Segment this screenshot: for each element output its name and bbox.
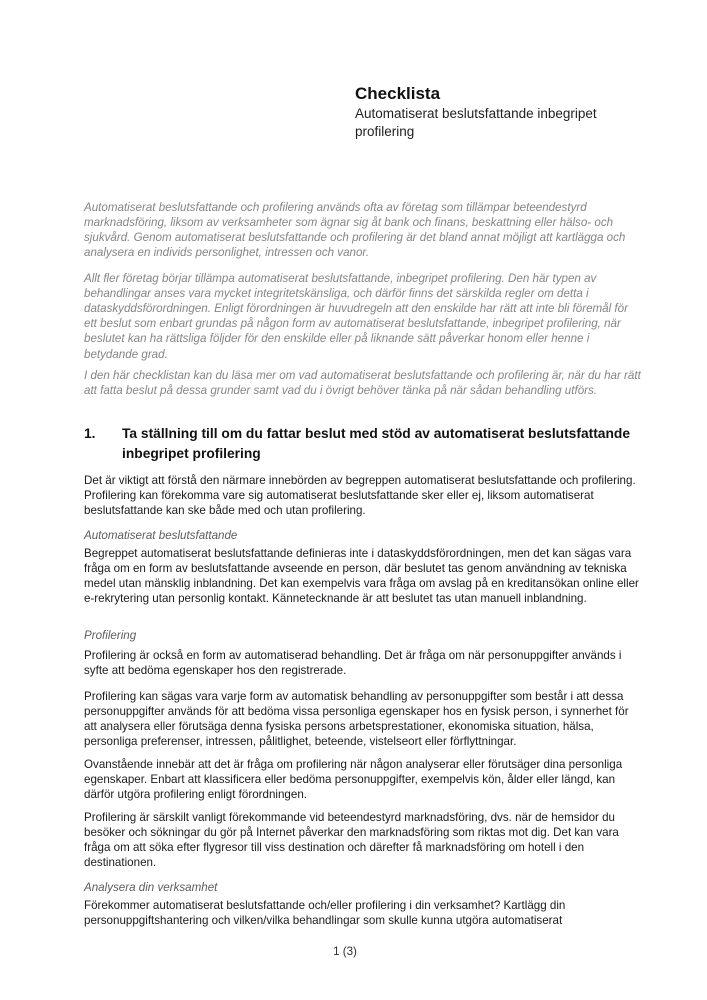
title-block	[355, 84, 629, 140]
section-1-heading	[84, 424, 642, 463]
subheading-analysera-din-verksamhet: Analysera din verksamhet	[84, 880, 218, 894]
intro-paragraph-2: Allt fler företag börjar tillämpa automatiserat beslutsfattande, inbegripet profilering. Den här typen av behandlingar anses vara mycket integritetskänsliga, och därför finns det särskilda regler om detta i dataskyddsförordningen. Enligt förordningen är huvudregeln att den enskilde har rätt att inte bli föremål för ett beslut som enbart grundas på någon form av automatiserat beslutsfattande, inbegripet profilering, när beslutet kan ha rättsliga följder för den enskilde eller på liknande sätt påverkar honom eller henne i betydande grad.	[84, 271, 628, 361]
document-title: Checklista	[355, 84, 441, 103]
paragraph-automatiserat-beslutsfattande: Begreppet automatiserat beslutsfattande definieras inte i dataskyddsförordningen, men det kan sägas vara fråga om en form av beslutsfattande avseende en person, där beslutet tas genom användning av tekniska medel utan mänsklig inblandning. Det kan exempelvis vara fråga om avslag på en kreditansökan online eller e-rekrytering utan personlig kontakt. Kännetecknande är att beslutet tas utan manuell inblandning.	[84, 546, 639, 606]
paragraph-profilering-4: Profilering är särskilt vanligt förekommande vid beteendestyrd marknadsföring, dvs. när de hemsidor du besöker och sökningar du gör på Internet påverkar den marknadsföring som riktas mot dig. Det kan vara fråga om att söka efter flygresor till viss destination och därefter få marknadsföring om hotell i den destinationen.	[84, 810, 619, 870]
document-subtitle: Automatiserat beslutsfattande inbegripet profilering	[355, 106, 597, 139]
intro-paragraph-3: I den här checklistan kan du läsa mer om vad automatiserat beslutsfattande och profilering är, när du har rätt att fatta beslut på dessa grunder samt vad du i övrigt behöver tänka på när sådan behandling utförs.	[84, 368, 641, 397]
section-1-number: 1.	[84, 426, 96, 441]
subheading-profilering: Profilering	[84, 628, 137, 642]
paragraph-profilering-1: Profilering är också en form av automatiserad behandling. Det är fråga om när personuppgifter används i syfte att bedöma egenskaper hos den registrerade.	[84, 648, 622, 677]
subheading-automatiserat-beslutsfattande: Automatiserat beslutsfattande	[84, 528, 238, 542]
paragraph-analysera-verksamhet: Förekommer automatiserat beslutsfattande och/eller profilering i din verksamhet? Kartlägg din personuppgiftshantering och vilken/vilka behandlingar som skulle kunna utgöra automatiserat	[84, 898, 566, 927]
intro-paragraph-1: Automatiserat beslutsfattande och profilering används ofta av företag som tillämpar beteendestyrd marknadsföring, liksom av verksamheter som ägnar sig åt bank och finans, beskattning eller hälso- och sjukvård. Genom automatiserat beslutsfattande och profilering är det bland annat möjligt att kartlägga och analysera en individs personlighet, intressen och vanor.	[84, 200, 626, 260]
paragraph-profilering-2: Profilering kan sägas vara varje form av automatisk behandling av personuppgifter som består i att dessa personuppgifter används för att bedöma vissa personliga egenskaper hos en fysisk person, i synnerhet för att analysera eller förutsäga denna fysiska persons arbetsprestationer, ekonomiska situation, hälsa, personliga preferenser, intressen, pålitlighet, beteende, vistelseort eller förflyttningar.	[84, 689, 629, 749]
page-number: 1 (3)	[333, 945, 357, 958]
paragraph-profilering-3: Ovanstående innebär att det är fråga om profilering när någon analyserar eller förutsäger dina personliga egenskaper. Enbart att klassificera eller bedöma personuppgifter, exempelvis kön, ålder eller längd, kan därför utgöra profilering enligt förordningen.	[84, 757, 623, 801]
section-1-lead-paragraph: Det är viktigt att förstå den närmare innebörden av begreppen automatiserat beslutsfattande och profilering. Profilering kan förekomma vare sig automatiserat beslutsfattande sker eller ej, liksom automatiserat beslutsfattande kan ske både med och utan profilering.	[84, 473, 636, 517]
section-1-heading-text: Ta ställning till om du fattar beslut med stöd av automatiserat beslutsfattande inbegripet profilering	[122, 426, 631, 461]
